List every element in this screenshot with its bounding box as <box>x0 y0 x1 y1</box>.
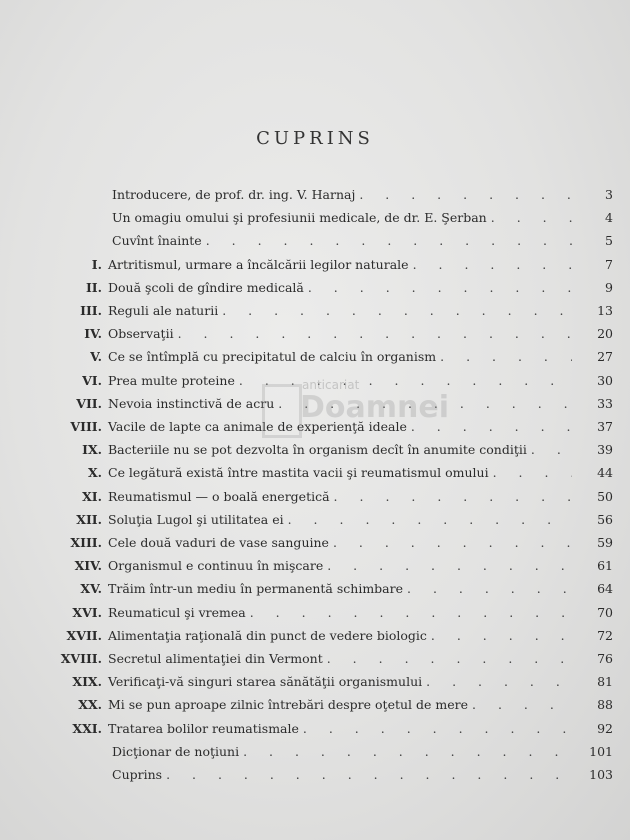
chapter-title: Introducere, de prof. dr. ing. V. Harnaj <box>112 187 356 202</box>
chapter-number: XX. <box>78 697 102 713</box>
page-number: 59 <box>597 535 613 550</box>
toc-row <box>0 578 630 600</box>
page-number: 9 <box>605 279 613 295</box>
toc-row <box>0 184 630 206</box>
dot-leader <box>407 578 572 600</box>
chapter-number: XII. <box>76 511 102 527</box>
dot-leader <box>206 230 572 252</box>
toc-row <box>0 207 630 229</box>
dot-leader <box>440 346 572 368</box>
page-title: CUPRINS <box>256 128 374 149</box>
dot-leader <box>327 555 572 577</box>
page-number: 30 <box>597 372 613 388</box>
page-number: 56 <box>597 511 613 527</box>
page-number: 50 <box>597 488 613 504</box>
chapter-title: Reguli ale naturii <box>108 303 219 318</box>
chapter-title: Mi se pun aproape zilnic întrebări despre oţetul de mere <box>108 697 469 713</box>
dot-leader <box>426 671 572 693</box>
toc-row <box>0 625 630 647</box>
dot-leader <box>243 741 572 763</box>
page-number: 103 <box>589 767 613 782</box>
watermark-small-text: anticariat <box>302 378 360 392</box>
dot-leader <box>472 694 572 716</box>
chapter-title: Artritismul, urmare a încălcării legilor naturale <box>108 256 409 272</box>
chapter-number: XIV. <box>74 558 102 574</box>
chapter-title: Secretul alimentaţiei din Vermont <box>108 651 323 666</box>
toc-row <box>0 230 630 252</box>
dot-leader <box>413 254 572 276</box>
dot-leader <box>250 602 572 624</box>
dot-leader <box>222 300 572 322</box>
toc-row <box>0 323 630 345</box>
page-number: 27 <box>597 349 613 365</box>
chapter-title: Cele două vaduri de vase sanguine <box>108 535 329 550</box>
chapter-number: I. <box>91 256 102 272</box>
page-number: 44 <box>597 465 613 481</box>
chapter-number: XVII. <box>66 627 102 643</box>
toc-row <box>0 509 630 531</box>
dot-leader <box>531 439 572 461</box>
dot-leader <box>327 648 572 670</box>
chapter-number: X. <box>87 465 102 481</box>
page-number: 7 <box>605 256 613 272</box>
dot-leader <box>334 486 572 508</box>
toc-row <box>0 370 630 392</box>
dot-leader <box>491 207 572 229</box>
chapter-title: Cuprins <box>112 767 163 782</box>
toc-row <box>0 277 630 299</box>
page-number: 92 <box>597 720 613 736</box>
page-number: 37 <box>597 419 613 434</box>
chapter-title: Două şcoli de gîndire medicală <box>108 279 304 295</box>
chapter-number: II. <box>85 279 102 295</box>
toc-row <box>0 718 630 740</box>
chapter-number: IX. <box>82 442 102 458</box>
dot-leader <box>239 370 572 392</box>
chapter-number: XI. <box>82 488 102 504</box>
toc-row <box>0 741 630 763</box>
chapter-title: Un omagiu omului şi profesiunii medicale, de dr. E. Şerban <box>112 210 487 226</box>
chapter-title: Organismul e continuu în mişcare <box>108 558 324 574</box>
dot-leader <box>166 764 572 786</box>
toc-row <box>0 602 630 624</box>
toc-row <box>0 416 630 438</box>
chapter-title: Alimentaţia raţională din punct de vedere biologic <box>108 627 427 643</box>
toc-row <box>0 764 630 786</box>
chapter-number: XIII. <box>70 535 102 550</box>
toc-row <box>0 300 630 322</box>
page-number: 101 <box>589 743 613 759</box>
chapter-title: Tratarea bolilor reumatismale <box>108 720 299 736</box>
dot-leader <box>333 532 572 554</box>
toc-row <box>0 555 630 577</box>
chapter-title: Nevoia instinctivă de acru <box>108 395 275 411</box>
chapter-title: Ce legătură există între mastita vacii şi reumatismul omului <box>108 465 489 481</box>
chapter-title: Dicţionar de noţiuni <box>112 743 240 759</box>
chapter-title: Prea multe proteine <box>108 372 235 388</box>
toc-row <box>0 462 630 484</box>
chapter-number: XVIII. <box>60 651 102 666</box>
dot-leader <box>359 184 572 206</box>
toc-row <box>0 648 630 670</box>
chapter-title: Reumaticul şi vremea <box>108 604 246 620</box>
chapter-title: Bacteriile nu se pot dezvolta în organism decît în anumite condiţii <box>108 442 527 458</box>
dot-leader <box>278 393 572 415</box>
chapter-number: XIX. <box>72 674 102 690</box>
chapter-number: XXI. <box>72 720 102 736</box>
page-number: 39 <box>597 442 613 458</box>
dot-leader <box>308 277 572 299</box>
chapter-title: Vacile de lapte ca animale de experienţă ideale <box>108 419 407 434</box>
chapter-title: Reumatismul — o boală energetică <box>108 488 330 504</box>
page-number: 64 <box>597 581 613 597</box>
chapter-title: Soluţia Lugol şi utilitatea ei <box>108 511 284 527</box>
chapter-number: XV. <box>80 581 102 597</box>
toc-row <box>0 532 630 554</box>
dot-leader <box>431 625 572 647</box>
dot-leader <box>493 462 572 484</box>
chapter-title: Trăim într-un mediu în permanentă schimbare <box>108 581 404 597</box>
page-number: 61 <box>597 558 613 574</box>
page-number: 13 <box>597 303 613 318</box>
chapter-title: Verificaţi-vă singuri starea sănătăţii organismului <box>108 674 423 690</box>
chapter-title: Ce se întîmplă cu precipitatul de calciu în organism <box>108 349 437 365</box>
watermark-big-text: Doamnei <box>300 390 450 425</box>
page-number: 70 <box>597 604 613 620</box>
chapter-number: III. <box>80 303 102 318</box>
toc-row <box>0 254 630 276</box>
dot-leader <box>303 718 572 740</box>
page-number: 81 <box>597 674 613 690</box>
chapter-title: Cuvînt înainte <box>112 233 202 249</box>
chapter-title: Observaţii <box>108 326 174 342</box>
page-number: 4 <box>605 210 613 226</box>
chapter-number: IV. <box>84 326 102 342</box>
chapter-number: V. <box>90 349 102 365</box>
page-number: 3 <box>605 187 613 202</box>
toc-row <box>0 671 630 693</box>
page-number: 33 <box>597 395 613 411</box>
page-number: 76 <box>597 651 613 666</box>
page-number: 72 <box>597 627 613 643</box>
chapter-number: VI. <box>82 372 102 388</box>
dot-leader <box>411 416 572 438</box>
toc-row <box>0 694 630 716</box>
toc-row <box>0 346 630 368</box>
page-number: 88 <box>597 697 613 713</box>
chapter-number: VIII. <box>70 419 102 434</box>
toc-row <box>0 393 630 415</box>
dot-leader <box>288 509 572 531</box>
page-number: 20 <box>597 326 613 342</box>
chapter-number: XVI. <box>72 604 102 620</box>
page-number: 5 <box>605 233 613 249</box>
dot-leader <box>178 323 572 345</box>
chapter-number: VII. <box>76 395 102 411</box>
toc-row <box>0 439 630 461</box>
toc-row <box>0 486 630 508</box>
